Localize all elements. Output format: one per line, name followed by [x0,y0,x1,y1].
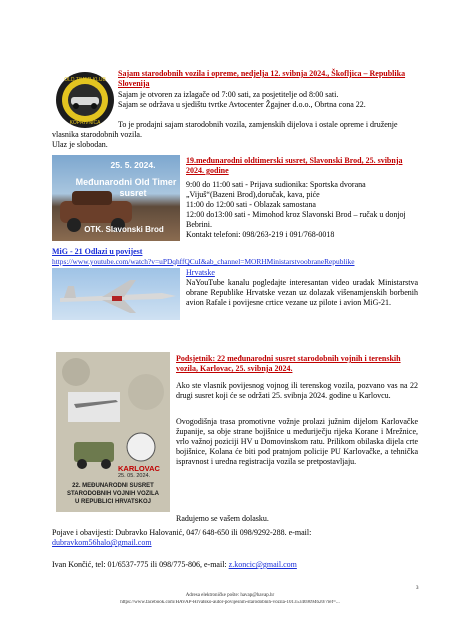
section1-line-2: Sajam se održava u sjedištu tvrtke Avtocenter Žgajner d.o.o., Obrtna cona 22. [118,100,366,109]
section2-line-4: Kontakt telefoni: 098/263-219 i 091/768-0018 [186,230,335,239]
section4-title: Podsjetnik: 22 međunarodni susret starodobnih vojnih i terenskih vozila, Karlovac, 25. svibnja 2024. [176,354,401,373]
karlovac-poster [56,352,170,512]
section4-para-1: Ako ste vlasnik povijesnog vojnog ili terenskog vozila, pozvano vas na 22 drugi susret koji će se održati 25. svibnja 2024. godine u Karlovcu. [176,381,418,400]
poster-city: KARLOVAC [118,464,160,473]
section2-line-1: 9:00 do 11:00 sati - Prijava sudionika: Sportska dvorana „Vijuš“(Bazeni Brod),doručak, kava, piće [186,180,366,199]
poster-line-2: STARODOBNIH VOJNIH VOZILA [67,491,159,497]
poster-date-2: 25. 05. 2024. [118,473,151,479]
page-footer-line-2: https://www.facebook.com/HAVAP-Hrvatsko-autor-povijesnih-starodobnih-vozila-101353469094620/?ref=... [120,600,340,605]
contact-email-1[interactable]: dubravkom56halo@gmail.com [52,538,152,547]
section4-para-2: Ovogodišnja trasa promotivne vožnje prolazi južnim dijelom Karlovačke županije, sa obje strane bojišnice u međuriječju rijeka Korane i Mrežnice, vrlo važnoj poziciji HV u Domovinskom ratu. Prilikom obilaska dijela crte bojišnice, Kolana će biti pod pratnjom policije PU Karlovačke, a tehnička ispravnost i uredna registracija vozila se pretpostavljaju. [176,417,418,466]
page-footer-line-1: Adresa elektroničke pošte: havap@havap.hr [185,593,275,598]
youtube-link-cont[interactable]: Hrvatske [186,268,215,277]
poster-footer: OTK. Slavonski Brod [84,225,164,234]
poster-title-1: Međunarodni Old Timer [75,177,177,187]
poster-line-1: 22. MEĐUNARODNI SUSRET [72,483,154,489]
section4-para-3: Radujemo se vašem dolasku. [176,514,269,523]
contact-line-2 [52,560,297,570]
section2-line-3: 12:00 do13:00 sati - Mimohod kroz Slavonski Brod – ručak u donjoj Bebrini. [186,210,406,229]
logo-text-top: OLD TIMER KLUB [64,77,106,83]
contact-line-1: Pojave i obavijesti: Dubravko Halovanić, 047/ 648-650 ili 098/9292-288. e-mail: [52,528,312,537]
slavonski-brod-poster [52,155,180,241]
section1-line-3: To je prodajni sajam starodobnih vozila, zamjenskih dijelova i ostale opreme i druženje vlasnika starodobnih vozila. [52,120,398,139]
poster-line-3: U REPUBLICI HRVATSKOJ [74,499,151,505]
poster-title-2: susret [119,188,147,198]
section1-title: Sajam starodobnih vozila i opreme, nedjelja 12. svibnja 2024., Škofljica – Republika Slovenija [118,69,406,88]
contact-email-2[interactable]: z.koncic@gmail.com [228,560,297,569]
page-number: 3 [416,586,419,591]
section2-line-2: 11:00 do 12:00 sati - Oblazak samostana [186,200,316,209]
poster-date: 25. 5. 2024. [110,160,156,170]
logo-text-mid: KOPRIVNICA [69,120,101,126]
youtube-link[interactable]: https://www.youtube.com/watch?v=uPDqhffQCuI&ab_channel=MORHMinistarstvoobraneRepublike [52,257,355,266]
section2-title: 19.međunarodni oldtimerski susret, Slavonski Brod, 25. svibnja 2024. godine [186,156,403,175]
mig21-image [52,268,180,320]
section1-line-1: Sajam je otvoren za izlagače od 7:00 sati, za posjetitelje od 8:00 sati. [118,90,339,99]
section3-title: MiG - 21 Odlazi u povijest [52,247,143,256]
jet-icon [52,268,180,320]
section1-line-4: Ulaz je slobodan. [52,140,108,149]
contact-line-2-text: Ivan Končić, tel: 01/6537-775 ili 098/775-806, e-mail: [52,560,229,569]
section3-text: NaYouTube kanalu pogledajte interesantan video uradak Ministarstva obrane Republike Hrvatske vezan uz dolazak višenamjenskih borbenih avion Rafale i povijesne crtice vezane uz pilote i avion MiG-21. [186,278,418,307]
